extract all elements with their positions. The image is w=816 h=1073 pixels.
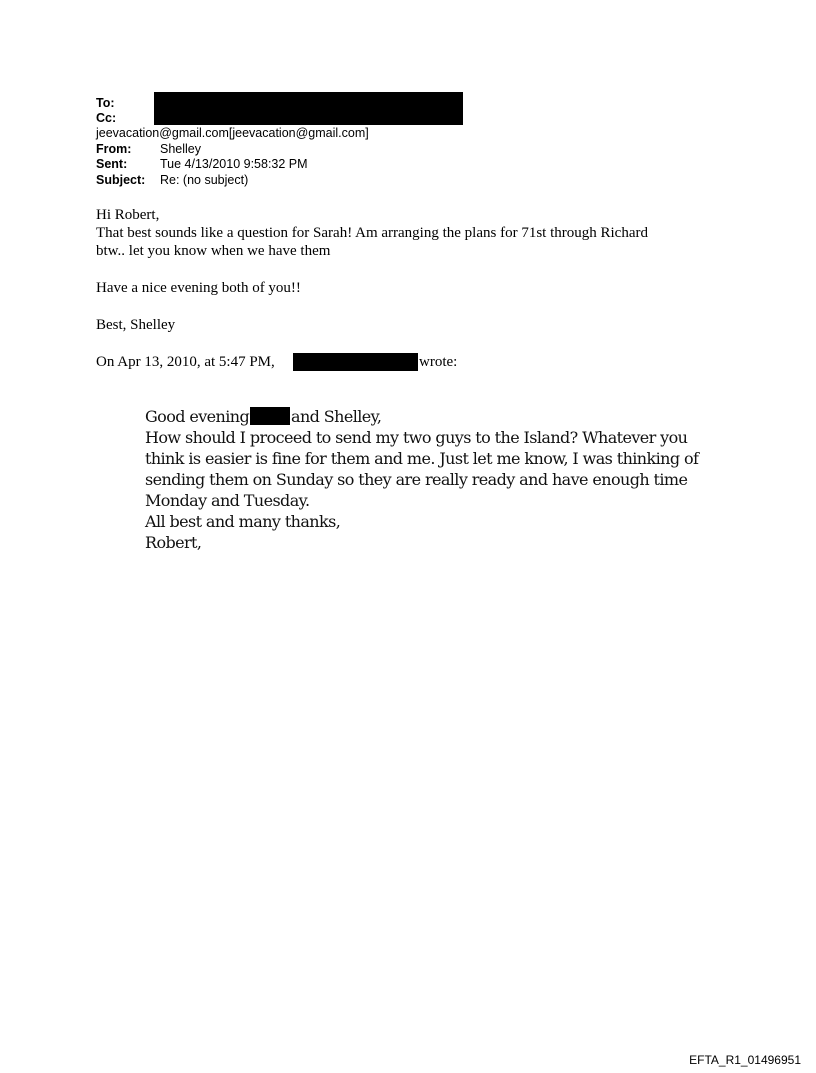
- body-line-3: Have a nice evening both of you!!: [96, 280, 301, 296]
- subject-row: [96, 173, 248, 188]
- from-value: Shelley: [160, 142, 201, 156]
- quote-header: [96, 353, 275, 371]
- cc-row: [96, 111, 160, 126]
- quote-header-date: On Apr 13, 2010, at 5:47 PM,: [96, 354, 275, 370]
- subject-value: Re: (no subject): [160, 173, 249, 187]
- from-label: From:: [96, 142, 132, 156]
- quoted-line-5: Monday and Tuesday.: [145, 491, 310, 510]
- quoted-line-3: think is easier is fine for them and me. Just let me know, I was thinking of: [145, 449, 699, 468]
- quoted-line-2: How should I proceed to send my two guys to the Island? Whatever you: [145, 428, 688, 447]
- quoted-line-6: All best and many thanks,: [145, 512, 341, 531]
- cc-label: Cc:: [96, 111, 117, 125]
- quoted-line-1: [145, 406, 249, 427]
- quoted-line-1-post: and Shelley,: [291, 407, 382, 426]
- sender-redaction: [293, 353, 418, 371]
- cc-continuation: [96, 126, 369, 141]
- body-line-2: btw.. let you know when we have them: [96, 243, 331, 259]
- cc-email: jeevacation@gmail.com[jeevacation@gmail.com]: [96, 126, 369, 140]
- body-line-1: That best sounds like a question for Sarah! Am arranging the plans for 71st through Richard: [96, 225, 648, 241]
- recipients-redaction: [154, 92, 463, 125]
- from-row: [96, 142, 201, 157]
- sent-value: Tue 4/13/2010 9:58:32 PM: [160, 157, 308, 171]
- name-redaction: [250, 407, 290, 425]
- quoted-line-4: sending them on Sunday so they are really ready and have enough time: [145, 470, 688, 489]
- document-id: EFTA_R1_01496951: [689, 1053, 801, 1067]
- sent-row: [96, 157, 308, 172]
- quoted-greeting: Good evening: [145, 407, 250, 426]
- greeting: Hi Robert,: [96, 207, 160, 223]
- quoted-line-7: Robert,: [145, 533, 202, 552]
- sent-label: Sent:: [96, 157, 128, 171]
- subject-label: Subject:: [96, 173, 146, 187]
- to-label: To:: [96, 96, 115, 110]
- quote-header-wrote: wrote:: [419, 354, 458, 370]
- to-row: [96, 96, 160, 111]
- signoff: Best, Shelley: [96, 317, 176, 333]
